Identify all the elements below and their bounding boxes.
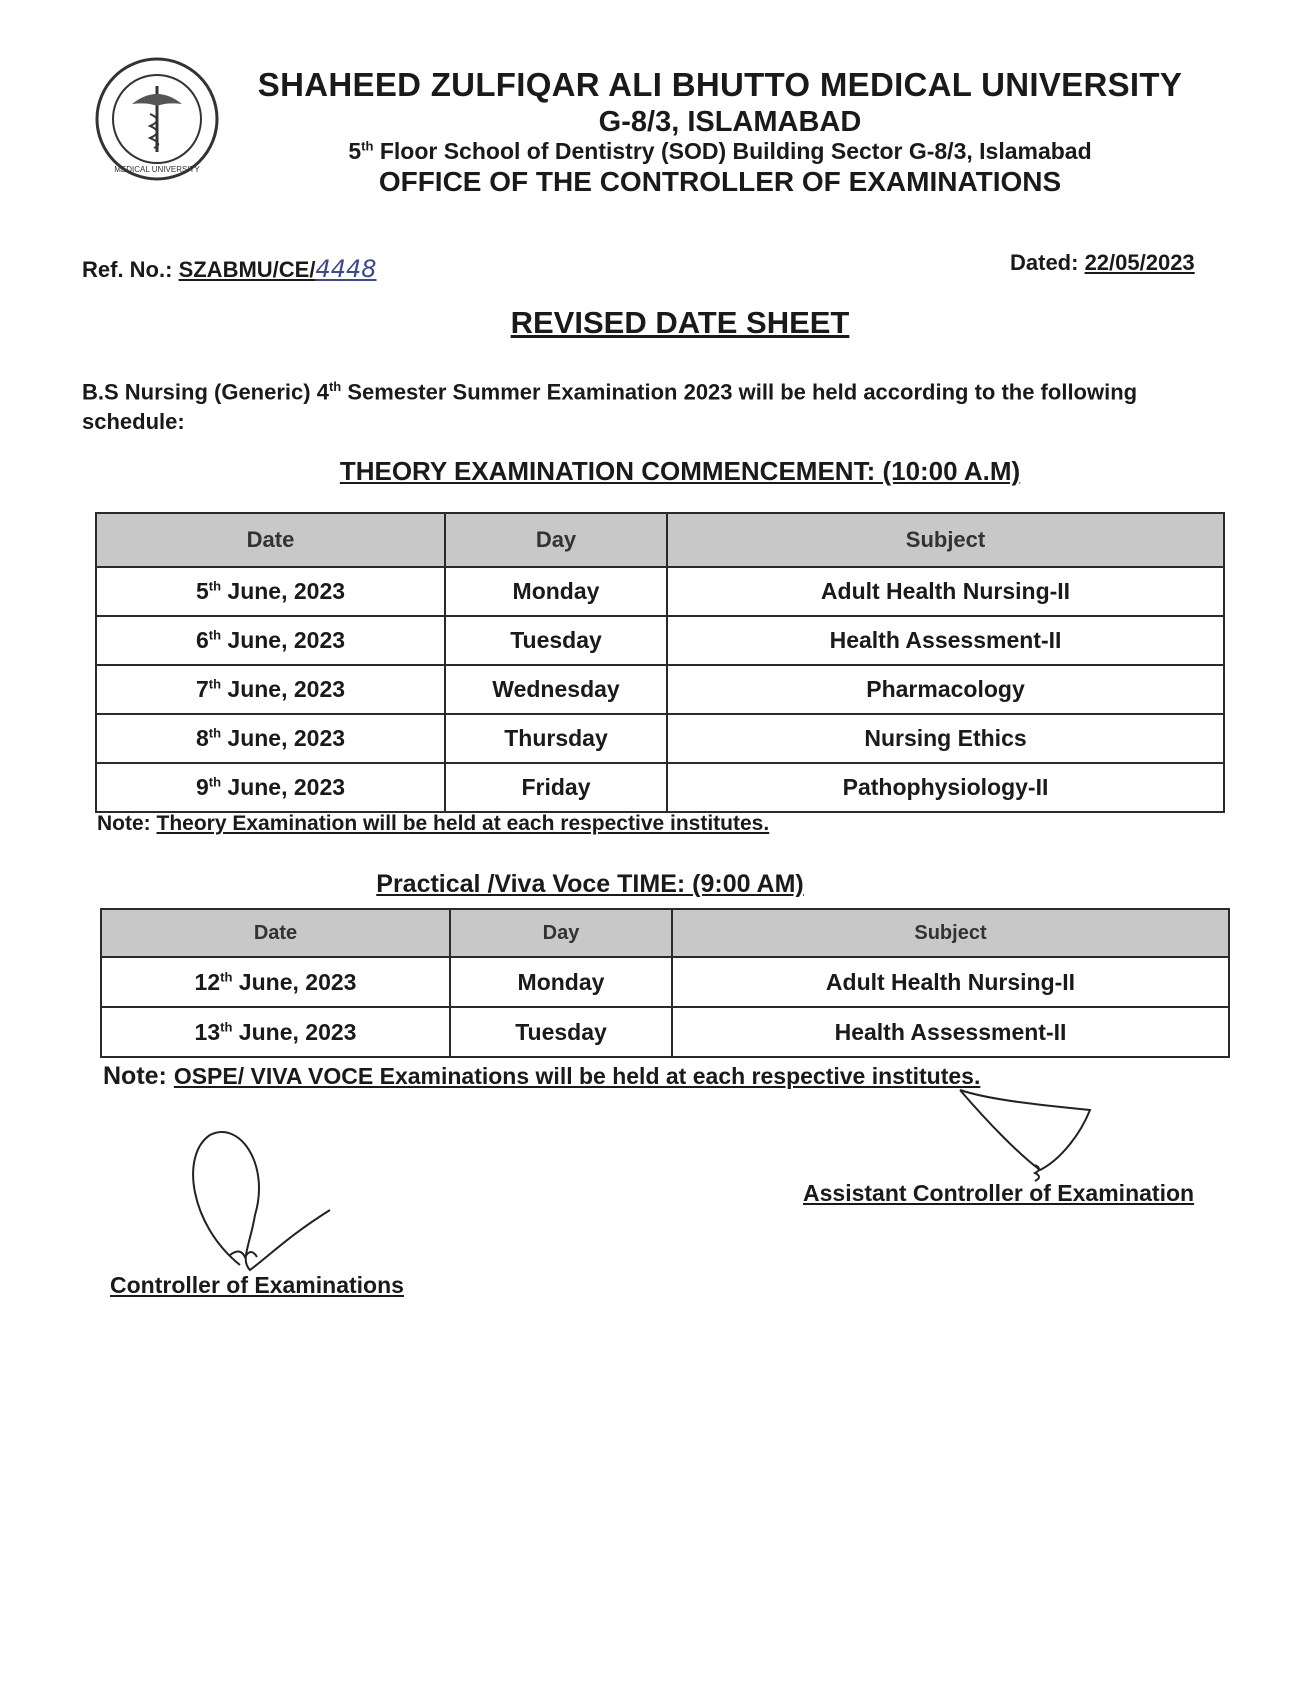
date-cell: 12th June, 2023 [101, 957, 450, 1007]
university-city: G-8/3, ISLAMABAD [598, 106, 862, 138]
office-name: OFFICE OF THE CONTROLLER OF EXAMINATIONS [378, 166, 1062, 197]
column-header: Subject [667, 513, 1224, 567]
subject-cell: Pharmacology [667, 665, 1224, 714]
column-header: Day [445, 513, 667, 567]
table-row [96, 616, 1224, 665]
svg-text:MEDICAL UNIVERSITY: MEDICAL UNIVERSITY [114, 165, 200, 174]
subject-cell: Adult Health Nursing-II [672, 957, 1229, 1007]
day-cell: Monday [445, 567, 667, 616]
page-title: REVISED DATE SHEET [510, 305, 850, 340]
date-cell: 6th June, 2023 [96, 616, 445, 665]
assistant-controller-signature [950, 1085, 1100, 1185]
day-cell: Tuesday [445, 616, 667, 665]
day-cell: Thursday [445, 714, 667, 763]
controller-title: Controller of Examinations [110, 1272, 404, 1298]
practical-heading: Practical /Viva Voce TIME: (9:00 AM) [376, 870, 804, 898]
column-header: Date [96, 513, 445, 567]
date-cell: 9th June, 2023 [96, 763, 445, 812]
table-header-row [101, 909, 1229, 957]
day-cell: Tuesday [450, 1007, 672, 1057]
table-header-row [96, 513, 1224, 567]
assistant-controller-title: Assistant Controller of Examination [803, 1180, 1195, 1206]
day-cell: Friday [445, 763, 667, 812]
practical-note: Note: OSPE/ VIVA VOCE Examinations will be held at each respective institutes. [103, 1062, 981, 1090]
practical-schedule-table [100, 908, 1230, 1058]
university-address: 5th Floor School of Dentistry (SOD) Building Sector G-8/3, Islamabad [348, 138, 1092, 164]
theory-heading: THEORY EXAMINATION COMMENCEMENT: (10:00 A.M) [339, 456, 1021, 486]
subject-cell: Health Assessment-II [672, 1007, 1229, 1057]
intro-paragraph: B.S Nursing (Generic) 4th Semester Summer Examination 2023 will be held according to the following schedule: [82, 379, 1138, 435]
date-cell: 7th June, 2023 [96, 665, 445, 714]
subject-cell: Health Assessment-II [667, 616, 1224, 665]
subject-cell: Nursing Ethics [667, 714, 1224, 763]
column-header: Day [450, 909, 672, 957]
theory-schedule-table [95, 512, 1225, 813]
day-cell: Wednesday [445, 665, 667, 714]
date-cell: 13th June, 2023 [101, 1007, 450, 1057]
university-seal-icon [92, 54, 222, 184]
university-name: SHAHEED ZULFIQAR ALI BHUTTO MEDICAL UNIVERSITY [257, 66, 1183, 103]
table-row [96, 665, 1224, 714]
subject-cell: Pathophysiology-II [667, 763, 1224, 812]
reference-number: Ref. No.: SZABMU/CE/4448 [82, 255, 377, 283]
table-row [101, 957, 1229, 1007]
date-cell: 8th June, 2023 [96, 714, 445, 763]
table-row [96, 567, 1224, 616]
day-cell: Monday [450, 957, 672, 1007]
table-row [101, 1007, 1229, 1057]
theory-note: Note: Theory Examination will be held at each respective institutes. [97, 812, 770, 835]
table-row [96, 714, 1224, 763]
column-header: Date [101, 909, 450, 957]
subject-cell: Adult Health Nursing-II [667, 567, 1224, 616]
date-issued: Dated: 22/05/2023 [1010, 250, 1195, 275]
controller-signature [180, 1125, 350, 1275]
column-header: Subject [672, 909, 1229, 957]
table-row [96, 763, 1224, 812]
handwritten-ref-number: 4448 [315, 255, 377, 283]
date-cell: 5th June, 2023 [96, 567, 445, 616]
